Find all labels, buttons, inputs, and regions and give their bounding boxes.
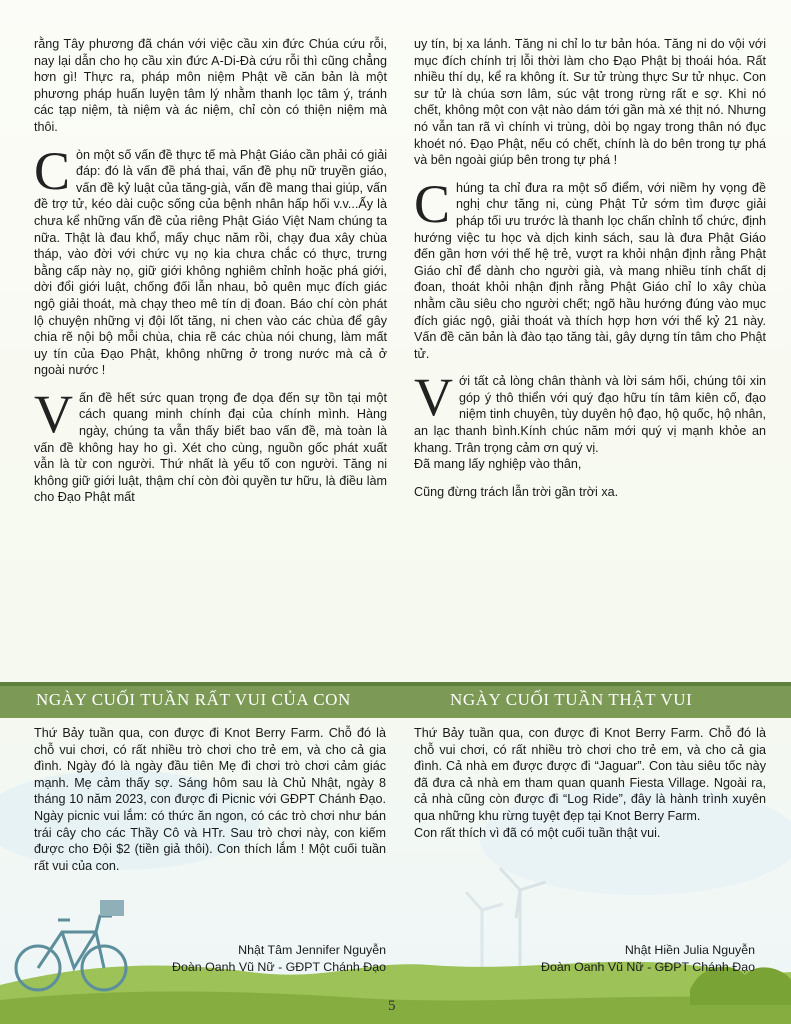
story-left-title: NGÀY CUỐI TUẦN RẤT VUI CỦA CON <box>36 690 351 709</box>
drop-cap: C <box>34 140 71 201</box>
poem-line-1: Đã mang lấy nghiệp vào thân, <box>414 457 582 472</box>
left-paragraph-3-text: ấn đề hết sức quan trọng đe dọa đến sự tồn tại một cách quang minh chính đại của chính mình. Hàng ngày, chúng ta vẫn thấy biết bao vấn đề, mà toàn là vấn đề không hay ho gì. Xét cho cùng, nguồn gốc phát xuất vẫn là từ con người. Thứ nhất là yếu tố con người. Tăng ni không giữ giới luật, thậm chí còn đòi quyền tư hữu, là điều làm cho Đạo Phật mất <box>34 390 387 505</box>
story-right-closing: Con rất thích vì đã có một cuối tuần thật vui. <box>414 825 661 840</box>
right-paragraph-3-text: ới tất cả lòng chân thành và lời sám hối, chúng tôi xin góp ý thô thiển với quý đạo hữu tín tâm kiên cố, đạo niệm tinh chuyên, tùy duyên hộ đạo, hộ quốc, hộ nhân, an lạc thanh bình.Kính chúc năm mới quý vị mạnh khỏe an khang. Trân trọng cảm ơn quý vị. <box>414 374 766 455</box>
right-paragraph-2 <box>414 173 766 363</box>
story-right-title: NGÀY CUỐI TUẦN THẬT VUI <box>450 690 693 709</box>
story-right-signature <box>414 942 755 975</box>
left-paragraph-2-text: òn một số vấn đề thực tế mà Phật Giáo cần phải có giải đáp: đó là vấn đề phá thai, vấn đề phụ nữ truyền giáo, vấn đề kỷ luật của tăng-già, vấn đề mang thai giúp, vấn đề trợ tử, kéo dài cuộc sống của bệnh nhân hấp hối v.v...Ấy là chưa kể những vấn đề của riêng Phật Giáo Việt Nam chúng ta nữa. Thật là đau khổ, mấy chục năm rồi, chạy đua xây chùa tháp, vào đời với chức vụ nọ kia chưa chắc có thực, trưng bằng cấp này nọ, giữ giới không nghiêm chỉnh hoặc phá giới, dời đổi giới luật, chống đối lẫn nhau, bỏ quên mục đích giác ngộ giải thoát, mà chạy theo mê tín dị đoan. Báo chí còn phát lộ chuyện những vị đội lốt tăng, ni chen vào các chùa để gây chia rẽ nội bộ mỗi chùa, chia rẽ các chùa nói chung, làm mất uy tín của Đạo Phật, không những ở trong nước mà cả ở ngoài nước ! <box>34 147 387 378</box>
right-paragraph-2-text: húng ta chỉ đưa ra một số điểm, với niềm hy vọng đề nghị chư tăng ni, cùng Phật Tử sớm tìm được giải pháp tối ưu trước là thanh lọc chấn chỉnh tổ chức, định hướng việc tu học và dịch kinh sách, sau là đưa Phật Giáo đến gần hơn với thế hệ trẻ, vượt ra khỏi nhận định rằng Phật Giáo chỉ để dành cho người già, và mang nhiều tính chất dị đoan, thoát khỏi nhận định rằng Phật Giáo chỉ lo xây chùa nhằm cầu siêu cho người chết; ngõ hầu hướng đúng vào mục đích giác ngộ, giải thoát và thích hợp hơn với thế kỷ 21 này. Vấn đề căn bản là đào tạo tăng tài, gây dựng tín tâm cho Phật tử. <box>414 180 766 361</box>
right-paragraph-1: uy tín, bị xa lánh. Tăng ni chỉ lo tư bản hóa. Tăng ni do vội với mục đích chính trị lỗi thời làm cho Đạo Phật bị thoái hóa. Rất nhiều thí dụ, kể ra không ít. Sư tử trùng thực Sư tử nhục. Con sư tử là chúa sơn lâm, súc vật trong rừng rất e sợ. Khi nó chết, không một con vật nào dám tới gần mà xé thịt nó. Nhưng nó vẫn tan rã vì chính vi trùng, dòi bọ ngay trong thân nó đục khoét nó. Đạo Phật, nếu có chết, chính là do bên trong tự phá và bên ngoài giúp bên trong tự phá ! <box>414 37 766 168</box>
left-paragraph-1: rằng Tây phương đã chán với việc cầu xin đức Chúa cứu rỗi, nay lại dẫn cho họ cầu xin đức A-Di-Đà cứu rỗi thì cũng chẳng hơn gì! Thực ra, pháp môn niệm Phật về căn bản là một phương pháp huấn luyện tâm lý nhằm thanh lọc tâm ý, tránh các tạp niệm, tà niệm và ác niệm, chỉ còn có thiện niệm mà thôi. <box>34 37 387 134</box>
right-article-column <box>414 36 766 511</box>
page-number: 5 <box>388 998 396 1014</box>
author-unit: Đoàn Oanh Vũ Nữ - GĐPT Chánh Đạo <box>172 959 386 974</box>
author-name: Nhật Hiền Julia Nguyễn <box>624 943 755 957</box>
left-paragraph-2 <box>34 140 387 379</box>
story-right-body: Thứ Bảy tuần qua, con được đi Knot Berry Farm. Chỗ đó là chỗ vui chơi, có rất nhiều trò chơi cho trẻ em, và cho cả gia đình. Cả nhà em được được đi “Jaguar”. Con tàu siêu tốc này đã đưa cả nhà em tham quan quanh Fiesta Village. Ngoài ra, cả nhà cũng còn được đi “Log Ride”, đây là hành trình xuyên qua những khu rừng tuyệt đẹp tại Knot Berry Farm. <box>414 726 766 823</box>
drop-cap: C <box>414 173 451 234</box>
story-right <box>414 725 766 841</box>
left-paragraph-3 <box>34 383 387 506</box>
story-left <box>34 725 386 874</box>
drop-cap: V <box>414 367 453 428</box>
story-left-signature <box>34 942 386 975</box>
story-left-body: Thứ Bảy tuần qua, con được đi Knot Berry Farm. Chỗ đó là chỗ vui chơi, có rất nhiều trò chơi cho trẻ em, và cho cả gia đình. Ngày đó là ngày đầu tiên Mẹ đi chơi trò chơi cảm giác mạnh. Mẹ cảm thấy sợ. Sáng hôm sau là Chủ Nhật, ngày 8 tháng 10 năm 2023, con được đi Picnic với GĐPT Chánh Đạo. Ngày picnic vui lắm: có thức ăn ngon, có các trò chơi như bán trái cây cho các Thầy Cô và HTr. Sau trò chơi này, con kiếm được cho Đội $2 (tiền giả thôi). Con thích lắm ! Một cuối tuần rất vui của con. <box>34 726 386 873</box>
author-name: Nhật Tâm Jennifer Nguyễn <box>238 943 386 957</box>
poem-line-2: Cũng đừng trách lẫn trời gần trời xa. <box>414 484 619 499</box>
right-paragraph-3 <box>414 367 766 456</box>
left-article-column <box>34 36 387 517</box>
author-unit: Đoàn Oanh Vũ Nữ - GĐPT Chánh Đạo <box>541 959 755 974</box>
drop-cap: V <box>34 383 73 444</box>
bicycle-basket <box>100 900 124 916</box>
